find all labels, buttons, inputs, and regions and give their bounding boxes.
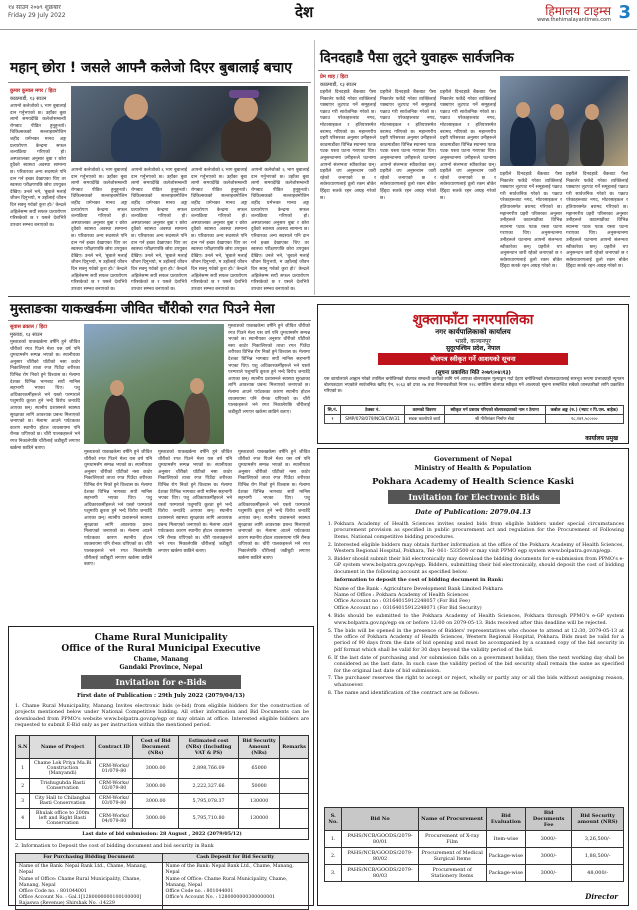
table-cell: CRM-Works/ 03/079-80	[95, 794, 132, 809]
notice-instructions	[324, 521, 624, 698]
table-cell: PAHS/NCB/GOODS/2079-80/03	[342, 865, 418, 882]
table-cell: 5,795,710.80	[179, 809, 239, 829]
notice-signatory: कार्यालय प्रमुख	[585, 435, 618, 442]
table-row	[16, 829, 309, 840]
date-english: Friday 29 July 2022	[8, 12, 66, 19]
notice-banner: बोलपत्र स्वीकृत गर्ने आशयको सूचना	[378, 353, 568, 365]
bank-info-line: Name of Office : Pokhara Academy of Health Sciences	[334, 592, 469, 599]
table-cell: 3000.00	[133, 759, 179, 779]
table-cell: SMP/078/079/NCB/CW/31	[340, 415, 404, 424]
table-header: Name of Project	[30, 736, 95, 759]
table-row	[16, 863, 309, 909]
table-header: Name of Procurement	[418, 808, 486, 831]
award-table	[324, 405, 624, 424]
instruction-item: 8. The name and identification of the contract are as follows:	[334, 690, 624, 696]
instruction-item: 5. The bids will be opened in the presence of Bidders' representatives who choose to attend at 12:30, 2079-05-13 at the office of Pokhara Academy of Health Sciences, Western Regional Hospital, Pokhara. Bids must be valid for a period of 90 days from the date of bid opening and must be accompanied by a scanned copy of the bid security in pdf format which shall be valid for 30 days beyond the validity period of the bid.	[334, 628, 624, 654]
table-cell: 1.	[325, 831, 342, 848]
story2-byline: प्रेम शाह / हिटा	[320, 74, 348, 80]
table-cell: 3000/-	[526, 848, 572, 865]
table-header: Bid Evaluation	[486, 808, 526, 831]
table-cell: 3,26,500/-	[572, 831, 624, 848]
procurement-table	[324, 807, 624, 882]
table-row	[325, 415, 624, 424]
table-cell: PAHS/NCB/GOODS/2079-80/02	[342, 848, 418, 865]
page-number: 3	[618, 2, 631, 23]
story3-headline[interactable]: मुस्ताङका याकखर्कमा जीवित चौंरीको रगत पिउने मेला	[10, 301, 275, 317]
table-cell: 1	[16, 759, 30, 779]
table-cell: Bhulak office to 200m left and Right Basti Conservation	[30, 809, 95, 829]
notice-place: भासी, कञ्चनपुर	[455, 338, 491, 345]
last-date: Last date of bid submission: 28 August , 2022 (2079/05/12)	[16, 829, 309, 840]
divider	[8, 82, 311, 83]
chame-notice	[8, 626, 314, 906]
story1-body: आफ्नो कलेजोको ६ भाग बुबालाई दान गर्नुभएको छ। उहाँका बुबा लामो समयदेखि कलेजोसम्बन्धी रोगबाट पीडित हुनुहुन्थ्यो। चिकित्सकको सल्लाहबमोजिम शहीद धर्मभक्त मानव अङ्ग प्रत्यारोपण केन्द्रमा सफल शल्यक्रिया गरिएको हो। अस्पतालका अनुसार बुबा र छोरा दुवैको स्वास्थ्य अवस्था सामान्य छ। परिवारका अन्य सदस्यले पनि दान गर्न इच्छा देखाएका थिए तर स्वास्थ्य परीक्षणपछि छोरा उपयुक्त देखिए। उनले भने, 'बुबाले मलाई जीवन दिनुभयो, म उहाँलाई जीवन दिन सक्नु गर्वको कुरा हो।' केन्द्रले अहिलेसम्म सयौं सफल प्रत्यारोपण गरिसकेको छ र यसले देशभित्रै उपचार सम्भव बनाएको छ।	[10, 104, 66, 228]
notice-body: 1. Chame Rural Municipality, Manang Invites electronic bids (e-bid) from eligible bidders for the construction of projects mentioned below under National Competitive bidding. All other information and Bid Documents can be downloaded from PPMO's website www.bolpatra.gov.np/egp or may obtain at office. Interested eligible bidders are requested to submit E-Bid only as per instruction within the mentioned period.	[15, 703, 309, 728]
table-cell: Procurement of Medical Surgical Items	[418, 848, 486, 865]
story2-dateline: काठमाडौं, १३ साउन	[320, 82, 357, 88]
bank-info-line: Name of the Bank : Agriculture Development Bank Limited Pokhara	[334, 585, 503, 592]
story2-body: प्रहरीले दिनदहाडै बैंकबाट पैसा निकालेर फर्कंदै गरेका व्यक्तिलाई पछ्याएर लुटपाट गर्ने समूहलाई पक्राउ गरी सार्वजनिक गरेको छ। पक्राउ परेकाहरूबाट नगद, मोटरसाइकल र हतियारसमेत बरामद गरिएको छ। महानगरीय प्रहरी परिसरका अनुसार उनीहरूले काठमाडौंका विभिन्न स्थानमा पटक पटक यस्ता घटना गराएका थिए। अनुसन्धानमा उनीहरूले घटनामा आफ्नो संलग्नता स्वीकारेका छन्। प्रहरीले थप अनुसन्धान जारी रहेको जनाएको छ र सर्वसाधारणलाई ठूलो रकम बोकेर हिँड्दा सतर्क रहन आग्रह गरेको छ।	[320, 90, 376, 201]
notice-org: Chame Rural Municipality	[94, 633, 228, 643]
table-header: S. No.	[325, 808, 342, 831]
table-row	[16, 809, 309, 829]
table-cell: PAHS/NCB/GOODS/2079-80/01	[342, 831, 418, 848]
story3-dateline: मुस्ताङ, १३ साउन	[10, 332, 43, 338]
table-cell: 2.	[325, 848, 342, 865]
table-cell: City Hall to Chilanghai Basti Conservation	[30, 794, 95, 809]
pokhara-notice	[317, 448, 629, 906]
story3-byline: सुवास ढकाल / हिटा	[10, 324, 47, 330]
notice-banner: Invitation for e-Bids	[81, 675, 241, 689]
bank-info-line: Office Account no : 03164015912248071 (For Bid Security)	[334, 604, 482, 611]
table-header: Bid Documents Fee	[526, 808, 572, 831]
table-header: S.N	[16, 736, 30, 759]
story1-body-col6: आफ्नो कलेजोको ६ भाग बुबालाई दान गर्नुभएको छ। उहाँका बुबा लामो समयदेखि कलेजोसम्बन्धी रोगबाट पीडित हुनुहुन्थ्यो। चिकित्सकको सल्लाहबमोजिम शहीद धर्मभक्त मानव अङ्ग प्रत्यारोपण केन्द्रमा सफल शल्यक्रिया गरिएको हो। अस्पतालका अनुसार बुबा र छोरा दुवैको स्वास्थ्य अवस्था सामान्य छ। परिवारका अन्य सदस्यले पनि दान गर्न इच्छा देखाएका थिए तर स्वास्थ्य परीक्षणपछि छोरा उपयुक्त देखिए। उनले भने, 'बुबाले मलाई जीवन दिनुभयो, म उहाँलाई जीवन दिन सक्नु गर्वको कुरा हो।' केन्द्रले अहिलेसम्म सयौं सफल प्रत्यारोपण गरिसकेको छ र यसले देशभित्रै उपचार सम्भव बनाएको छ।	[251, 168, 309, 292]
table-cell	[280, 809, 309, 829]
story1-body-col3: आफ्नो कलेजोको ६ भाग बुबालाई दान गर्नुभएको छ। उहाँका बुबा लामो समयदेखि कलेजोसम्बन्धी रोगबाट पीडित हुनुहुन्थ्यो। चिकित्सकको सल्लाहबमोजिम शहीद धर्मभक्त मानव अङ्ग प्रत्यारोपण केन्द्रमा सफल शल्यक्रिया गरिएको हो। अस्पतालका अनुसार बुबा र छोरा दुवैको स्वास्थ्य अवस्था सामान्य छ। परिवारका अन्य सदस्यले पनि दान गर्न इच्छा देखाएका थिए तर स्वास्थ्य परीक्षणपछि छोरा उपयुक्त देखिए। उनले भने, 'बुबाले मलाई जीवन दिनुभयो, म उहाँलाई जीवन दिन सक्नु गर्वको कुरा हो।' केन्द्रले अहिलेसम्म सयौं सफल प्रत्यारोपण गरिसकेको छ र यसले देशभित्रै उपचार सम्भव बनाएको छ।	[131, 168, 187, 292]
story2-photo	[500, 76, 628, 166]
table-cell: 130000	[239, 809, 280, 829]
table-header: For Purchasing Bidding Document	[16, 854, 163, 863]
bank-info-title: Information to deposit the cost of bidding document in Bank:	[334, 577, 504, 584]
masthead	[0, 0, 637, 30]
shuklaphanta-notice	[317, 304, 629, 444]
table-cell: सडक कालोपत्रे कार्य	[405, 415, 444, 424]
table-cell: 3000/-	[526, 865, 572, 882]
table-header: Estimated cost (NRs) (Including VAT & PS)	[179, 736, 239, 759]
table-cell: Package-wise	[486, 865, 526, 882]
table-cell: Procurement of Stationery Items	[418, 865, 486, 882]
instruction-item: 6. If the last date of purchasing and /or submission falls on a government holiday, then the next working day shall be considered as the last date. In such case the validity period of the bid security shall remain the same as specified for the original last date of bid submission.	[334, 655, 624, 674]
story1-body-col2: आफ्नो कलेजोको ६ भाग बुबालाई दान गर्नुभएको छ। उहाँका बुबा लामो समयदेखि कलेजोसम्बन्धी रोगबाट पीडित हुनुहुन्थ्यो। चिकित्सकको सल्लाहबमोजिम शहीद धर्मभक्त मानव अङ्ग प्रत्यारोपण केन्द्रमा सफल शल्यक्रिया गरिएको हो। अस्पतालका अनुसार बुबा र छोरा दुवैको स्वास्थ्य अवस्था सामान्य छ। परिवारका अन्य सदस्यले पनि दान गर्न इच्छा देखाएका थिए तर स्वास्थ्य परीक्षणपछि छोरा उपयुक्त देखिए। उनले भने, 'बुबाले मलाई जीवन दिनुभयो, म उहाँलाई जीवन दिन सक्नु गर्वको कुरा हो।' केन्द्रले अहिलेसम्म सयौं सफल प्रत्यारोपण गरिसकेको छ र यसले देशभित्रै उपचार सम्भव बनाएको छ।	[71, 168, 127, 292]
table-cell: Trishuguhda Basti Conservation	[30, 779, 95, 794]
masthead-date	[8, 4, 66, 20]
table-cell: Name of the Bank: Nepal Bank Ltd., Chame, Manang, Nepal Name of Office: Chame Rural Municipality, Chame, Manang, Nepal Office Code no. : 801044001 Office Account No. : Gal.1[1280000000100100000] Rajaswa (Revenue) Shirshak No. :14229	[16, 863, 163, 909]
story3-body-col2: मुस्ताङको याकखर्कमा वर्षेनि हुने जीवित चौंरीको रगत पिउने मेला यस वर्ष पनि धुमधामसँग सम्पन्न भएको छ। स्थानीयका अनुसार चौंरीको घाँटीको नसा काटेर निकालिएको ताजा रगत पिउँदा शरीरका विभिन्न रोग निको हुने विश्वास छ। मेलामा देशका विभिन्न भागबाट सयौं मानिस सहभागी भएका थिए। पशु अधिकारकर्मीहरूले भने यस्तो परम्पराले पशुमाथि क्रूरता हुने भन्दै विरोध जनाउँदै आएका छन्। स्थानीय प्रशासनले स्वास्थ्य सुरक्षाका लागि आवश्यक प्रबन्ध मिलाएको जनाएको छ। मेलामा आउने पर्यटकका कारण स्थानीय होटल व्यवसायमा पनि रौनक थपिएको छ। चौंरी पालकहरूले भने रगत निकालेपछि चौंरीलाई जडीबुटी लगाएर खर्कमा छाडिने बताए।	[228, 324, 310, 415]
table-cell: 3000.00	[133, 794, 179, 809]
table-cell: 4	[16, 809, 30, 829]
table-cell: 2,222,327.66	[179, 779, 239, 794]
table-cell: 3000.00	[133, 809, 179, 829]
table-header: कबोल अङ्क (रु.) (भ्याट र पि.एस. बाहेक)	[545, 406, 623, 415]
section-title: देश	[295, 3, 314, 21]
table-cell: १८,२४९,५८०।००	[545, 415, 623, 424]
table-cell: 3	[16, 794, 30, 809]
table-row	[16, 794, 309, 809]
divider	[8, 320, 311, 321]
divider	[318, 70, 630, 71]
notice-title: शुक्लाफाँटा नगरपालिका	[412, 312, 534, 328]
table-header: Cost of Bid Document (NRs)	[133, 736, 179, 759]
notice-office: नगर कार्यपालिकाको कार्यालय	[435, 328, 511, 336]
table-cell: Procurement of X-ray Film	[418, 831, 486, 848]
table-cell: 1,88,500/-	[572, 848, 624, 865]
notice-office: Office of the Rural Municipal Executive	[61, 644, 261, 654]
table-cell: 130000	[239, 794, 280, 809]
table-cell	[280, 759, 309, 779]
table-cell: Package-wise	[486, 848, 526, 865]
table-header: Cash Deposit for Bid Security	[162, 854, 309, 863]
table-header: Bid No	[342, 808, 418, 831]
column-divider	[314, 40, 315, 295]
story1-headline[interactable]: महान् छोरा ! जसले आफ्नै कलेजो दिएर बुबालाई बचाए	[10, 60, 293, 76]
table-row	[325, 831, 624, 848]
table-cell: 3000/-	[526, 831, 572, 848]
section-divider	[8, 296, 630, 297]
brand-logo: हिमालय टाइम्स	[545, 4, 611, 18]
table-cell: 2	[16, 779, 30, 794]
table-cell: श्री गौरीशंकर निर्माण सेवा	[444, 415, 545, 424]
notice-government: Government of Nepal	[434, 455, 512, 463]
table-cell: 48,000/-	[572, 865, 624, 882]
instruction-item: 1. Pokhara Academy of Health Sciences invites sealed bids from eligible bidders under special circumstances procurement provision as specified in public procurement act and regulation for the Procurement of Following Items, National competitive bidding procedures.	[334, 521, 624, 540]
table-cell: 5,795,078.37	[179, 794, 239, 809]
table-header: Remarks	[280, 736, 309, 759]
story2-body-col5: प्रहरीले दिनदहाडै बैंकबाट पैसा निकालेर फर्कंदै गरेका व्यक्तिलाई पछ्याएर लुटपाट गर्ने समूहलाई पक्राउ गरी सार्वजनिक गरेको छ। पक्राउ परेकाहरूबाट नगद, मोटरसाइकल र हतियारसमेत बरामद गरिएको छ। महानगरीय प्रहरी परिसरका अनुसार उनीहरूले काठमाडौंका विभिन्न स्थानमा पटक पटक यस्ता घटना गराएका थिए। अनुसन्धानमा उनीहरूले घटनामा आफ्नो संलग्नता स्वीकारेका छन्। प्रहरीले थप अनुसन्धान जारी रहेको जनाएको छ र सर्वसाधारणलाई ठूलो रकम बोकेर हिँड्दा सतर्क रहन आग्रह गरेको छ।	[566, 172, 628, 270]
table-header: Contract ID	[95, 736, 132, 759]
table-header: स्वीकृत गर्न प्रस्ताव गरिएको बोलपत्रदाताको नाम र ठेगाना	[444, 406, 545, 415]
story3-body: मुस्ताङको याकखर्कमा वर्षेनि हुने जीवित चौंरीको रगत पिउने मेला यस वर्ष पनि धुमधामसँग सम्पन्न भएको छ। स्थानीयका अनुसार चौंरीको घाँटीको नसा काटेर निकालिएको ताजा रगत पिउँदा शरीरका विभिन्न रोग निको हुने विश्वास छ। मेलामा देशका विभिन्न भागबाट सयौं मानिस सहभागी भएका थिए। पशु अधिकारकर्मीहरूले भने यस्तो परम्पराले पशुमाथि क्रूरता हुने भन्दै विरोध जनाउँदै आएका छन्। स्थानीय प्रशासनले स्वास्थ्य सुरक्षाका लागि आवश्यक प्रबन्ध मिलाएको जनाएको छ। मेलामा आउने पर्यटकका कारण स्थानीय होटल व्यवसायमा पनि रौनक थपिएको छ। चौंरी पालकहरूले भने रगत निकालेपछि चौंरीलाई जडीबुटी लगाएर खर्कमा छाडिने बताए।	[10, 340, 80, 451]
table-cell: Name of the Bank: Nepal Bank Ltd., Chame, Manang, Nepal Name of Office: Chame Rural Municipality, Chame, Manang, Nepal Office Code no. : 801044001 Office's Account No. : 1280000000300000001	[162, 863, 309, 909]
table-header: कामको विवरण	[405, 406, 444, 415]
story3-body-col3: मुस्ताङको याकखर्कमा वर्षेनि हुने जीवित चौंरीको रगत पिउने मेला यस वर्ष पनि धुमधामसँग सम्पन्न भएको छ। स्थानीयका अनुसार चौंरीको घाँटीको नसा काटेर निकालिएको ताजा रगत पिउँदा शरीरका विभिन्न रोग निको हुने विश्वास छ। मेलामा देशका विभिन्न भागबाट सयौं मानिस सहभागी भएका थिए। पशु अधिकारकर्मीहरूले भने यस्तो परम्पराले पशुमाथि क्रूरता हुने भन्दै विरोध जनाउँदै आएका छन्। स्थानीय प्रशासनले स्वास्थ्य सुरक्षाका लागि आवश्यक प्रबन्ध मिलाएको जनाएको छ। मेलामा आउने पर्यटकका कारण स्थानीय होटल व्यवसायमा पनि रौनक थपिएको छ। चौंरी पालकहरूले भने रगत निकालेपछि चौंरीलाई जडीबुटी लगाएर खर्कमा छाडिने बताए।	[84, 450, 152, 568]
story2-body-col3: प्रहरीले दिनदहाडै बैंकबाट पैसा निकालेर फर्कंदै गरेका व्यक्तिलाई पछ्याएर लुटपाट गर्ने समूहलाई पक्राउ गरी सार्वजनिक गरेको छ। पक्राउ परेकाहरूबाट नगद, मोटरसाइकल र हतियारसमेत बरामद गरिएको छ। महानगरीय प्रहरी परिसरका अनुसार उनीहरूले काठमाडौंका विभिन्न स्थानमा पटक पटक यस्ता घटना गराएका थिए। अनुसन्धानमा उनीहरूले घटनामा आफ्नो संलग्नता स्वीकारेका छन्। प्रहरीले थप अनुसन्धान जारी रहेको जनाएको छ र सर्वसाधारणलाई ठूलो रकम बोकेर हिँड्दा सतर्क रहन आग्रह गरेको छ।	[440, 90, 496, 201]
instruction-item: 3. Bidder should submit their bid electronically may download the bidding documents for e-submission from PPMO's e-GP system www.bolpatra.gov.np/egp. Bidders, submitting their bid electronically, should deposit the cost of bidding document in the following account as specified below.	[334, 556, 624, 575]
story1-dateline: काठमाडौं, १३ साउन	[10, 96, 47, 102]
table-cell: CRM-Works/ 02/079-80	[95, 779, 132, 794]
story3-body-col5: मुस्ताङको याकखर्कमा वर्षेनि हुने जीवित चौंरीको रगत पिउने मेला यस वर्ष पनि धुमधामसँग सम्पन्न भएको छ। स्थानीयका अनुसार चौंरीको घाँटीको नसा काटेर निकालिएको ताजा रगत पिउँदा शरीरका विभिन्न रोग निको हुने विश्वास छ। मेलामा देशका विभिन्न भागबाट सयौं मानिस सहभागी भएका थिए। पशु अधिकारकर्मीहरूले भने यस्तो परम्पराले पशुमाथि क्रूरता हुने भन्दै विरोध जनाउँदै आएका छन्। स्थानीय प्रशासनले स्वास्थ्य सुरक्षाका लागि आवश्यक प्रबन्ध मिलाएको जनाएको छ। मेलामा आउने पर्यटकका कारण स्थानीय होटल व्यवसायमा पनि रौनक थपिएको छ। चौंरी पालकहरूले भने रगत निकालेपछि चौंरीलाई जडीबुटी लगाएर खर्कमा छाडिने बताए।	[238, 450, 310, 561]
brand-url: www.thehimalayantimes.com	[537, 17, 611, 23]
table-row	[325, 865, 624, 882]
projects-table	[15, 735, 309, 840]
notice-province: सुदूरपश्चिम प्रदेश, नेपाल	[445, 345, 501, 352]
story3-body-col4: मुस्ताङको याकखर्कमा वर्षेनि हुने जीवित चौंरीको रगत पिउने मेला यस वर्ष पनि धुमधामसँग सम्पन्न भएको छ। स्थानीयका अनुसार चौंरीको घाँटीको नसा काटेर निकालिएको ताजा रगत पिउँदा शरीरका विभिन्न रोग निको हुने विश्वास छ। मेलामा देशका विभिन्न भागबाट सयौं मानिस सहभागी भएका थिए। पशु अधिकारकर्मीहरूले भने यस्तो परम्पराले पशुमाथि क्रूरता हुने भन्दै विरोध जनाउँदै आएका छन्। स्थानीय प्रशासनले स्वास्थ्य सुरक्षाका लागि आवश्यक प्रबन्ध मिलाएको जनाएको छ। मेलामा आउने पर्यटकका कारण स्थानीय होटल व्यवसायमा पनि रौनक थपिएको छ। चौंरी पालकहरूले भने रगत निकालेपछि चौंरीलाई जडीबुटी लगाएर खर्कमा छाडिने बताए।	[158, 450, 232, 554]
notice-date: First date of Publication : 29th July 2022 (2079/04/13)	[77, 693, 245, 699]
table-cell: 65000	[239, 759, 280, 779]
story1-photo	[71, 86, 308, 162]
table-row	[16, 759, 309, 779]
table-row	[16, 779, 309, 794]
table-cell	[280, 779, 309, 794]
story1-body-col4: आफ्नो कलेजोको ६ भाग बुबालाई दान गर्नुभएको छ। उहाँका बुबा लामो समयदेखि कलेजोसम्बन्धी रोगबाट पीडित हुनुहुन्थ्यो। चिकित्सकको सल्लाहबमोजिम शहीद धर्मभक्त मानव अङ्ग प्रत्यारोपण केन्द्रमा सफल शल्यक्रिया गरिएको हो। अस्पतालका अनुसार बुबा र छोरा दुवैको स्वास्थ्य अवस्था सामान्य छ। परिवारका अन्य सदस्यले पनि दान गर्न इच्छा देखाएका थिए तर स्वास्थ्य परीक्षणपछि छोरा उपयुक्त देखिए। उनले भने, 'बुबाले मलाई जीवन दिनुभयो, म उहाँलाई जीवन दिन सक्नु गर्वको कुरा हो।' केन्द्रले अहिलेसम्म सयौं सफल प्रत्यारोपण गरिसकेको छ र यसले देशभित्रै उपचार सम्भव बनाएको छ।	[191, 168, 247, 292]
story1-byline: कुमार कुमाल मगर / हिटा	[10, 88, 57, 94]
table-cell: 50000	[239, 779, 280, 794]
instruction-item: 7. The purchaser reserves the right to accept or reject, wholly or partly any or all the bids without assigning reason, whatsoever.	[334, 675, 624, 688]
table-row	[325, 848, 624, 865]
notice-date: Date of Publication: 2079.04.13	[415, 508, 531, 516]
table-cell	[280, 794, 309, 809]
bank-info-line: Office Account no : 03164015912248057 (For Bid Fee)	[334, 598, 470, 605]
notice-body-2: 2. Information to Deposit the cost of bidding document and bid security in Bank	[15, 843, 214, 849]
story2-headline[interactable]: दिनदहाडै पैसा लुट्ने युवाहरू सार्वजनिक	[320, 50, 514, 66]
notice-place: Chame, Manang	[133, 656, 189, 663]
instruction-item: 4. Bids should be submitted to the Pokhara Academy of Health Sciences, Pokhara through PPMO's e-GP system www.bolpatra.gov.np/egp on or before 12:00 on 2079-05-13. Bids received after this deadline will be rejected.	[334, 613, 624, 626]
notice-province: Gandaki Province, Nepal	[119, 664, 203, 671]
notice-org: Pokhara Academy of Health Science Kaski	[372, 477, 574, 487]
notice-date: (सूचना प्रकाशित मिति २०७९।०४।१३)	[435, 370, 511, 376]
table-header: Bid Security amount (NRS)	[572, 808, 624, 831]
table-cell: CRM-Works/ 01/079-80	[95, 759, 132, 779]
instruction-item: 2. Interested eligible bidders may obtain further information at the office of the Pokhara Academy of Health Sciences, Western Regional Hospital, Pokhara, Tel- 061- 533500 or may visit PPMO egp system www.bolpatra.gov.np/egp.	[334, 542, 624, 555]
table-header: Bid Security Amount (NRs)	[239, 736, 280, 759]
table-header: सि.नं.	[325, 406, 341, 415]
table-cell: Chame Lok Priya Ma.Bi Construction (Manyandi)	[30, 759, 95, 779]
notice-banner: Invitation for Electronic Bids	[388, 490, 560, 504]
table-cell: 3000.00	[133, 779, 179, 794]
table-cell: CRM-Works/ 04/079-80	[95, 809, 132, 829]
date-nepali: १४ साउन २०७९ शुक्रबार	[8, 4, 61, 11]
story3-photo	[84, 324, 224, 444]
table-cell: Item-wise	[486, 831, 526, 848]
story2-body-col4: प्रहरीले दिनदहाडै बैंकबाट पैसा निकालेर फर्कंदै गरेका व्यक्तिलाई पछ्याएर लुटपाट गर्ने समूहलाई पक्राउ गरी सार्वजनिक गरेको छ। पक्राउ परेकाहरूबाट नगद, मोटरसाइकल र हतियारसमेत बरामद गरिएको छ। महानगरीय प्रहरी परिसरका अनुसार उनीहरूले काठमाडौंका विभिन्न स्थानमा पटक पटक यस्ता घटना गराएका थिए। अनुसन्धानमा उनीहरूले घटनामा आफ्नो संलग्नता स्वीकारेका छन्। प्रहरीले थप अनुसन्धान जारी रहेको जनाएको छ र सर्वसाधारणलाई ठूलो रकम बोकेर हिँड्दा सतर्क रहन आग्रह गरेको छ।	[500, 172, 562, 270]
story2-body-col2: प्रहरीले दिनदहाडै बैंकबाट पैसा निकालेर फर्कंदै गरेका व्यक्तिलाई पछ्याएर लुटपाट गर्ने समूहलाई पक्राउ गरी सार्वजनिक गरेको छ। पक्राउ परेकाहरूबाट नगद, मोटरसाइकल र हतियारसमेत बरामद गरिएको छ। महानगरीय प्रहरी परिसरका अनुसार उनीहरूले काठमाडौंका विभिन्न स्थानमा पटक पटक यस्ता घटना गराएका थिए। अनुसन्धानमा उनीहरूले घटनामा आफ्नो संलग्नता स्वीकारेका छन्। प्रहरीले थप अनुसन्धान जारी रहेको जनाएको छ र सर्वसाधारणलाई ठूलो रकम बोकेर हिँड्दा सतर्क रहन आग्रह गरेको छ।	[380, 90, 436, 201]
table-header: ठेक्का नं.	[340, 406, 404, 415]
table-cell: 2,898,766.09	[179, 759, 239, 779]
notice-body: यस कार्यालयले आह्वान गरेको तपसिल बमोजिमको बोलपत्र सम्बन्धी कार्यको लागि पर्न आएका बोलपत्रहरू मूल्याङ्कन गर्दा देहाय बमोजिमको बोलपत्रदातालाई सारभूत रूपमा प्रभावग्राही न्यूनतम बोलपत्रदाता भएकोले सार्वजनिक खरिद ऐन, २०६३ को दफा २७ तथा नियमावलीको नियम १२८ बमोजिम बोलपत्र स्वीकृत गर्ने आशयको सूचना सम्बन्धित सबैको जानकारीको लागि प्रकाशित गरिएको छ।	[324, 377, 624, 394]
bank-table	[15, 853, 309, 910]
table-cell: 3.	[325, 865, 342, 882]
notice-ministry: Ministry of Health & Population	[414, 464, 532, 472]
table-cell: १	[325, 415, 341, 424]
notice-signatory: Director	[585, 892, 618, 901]
